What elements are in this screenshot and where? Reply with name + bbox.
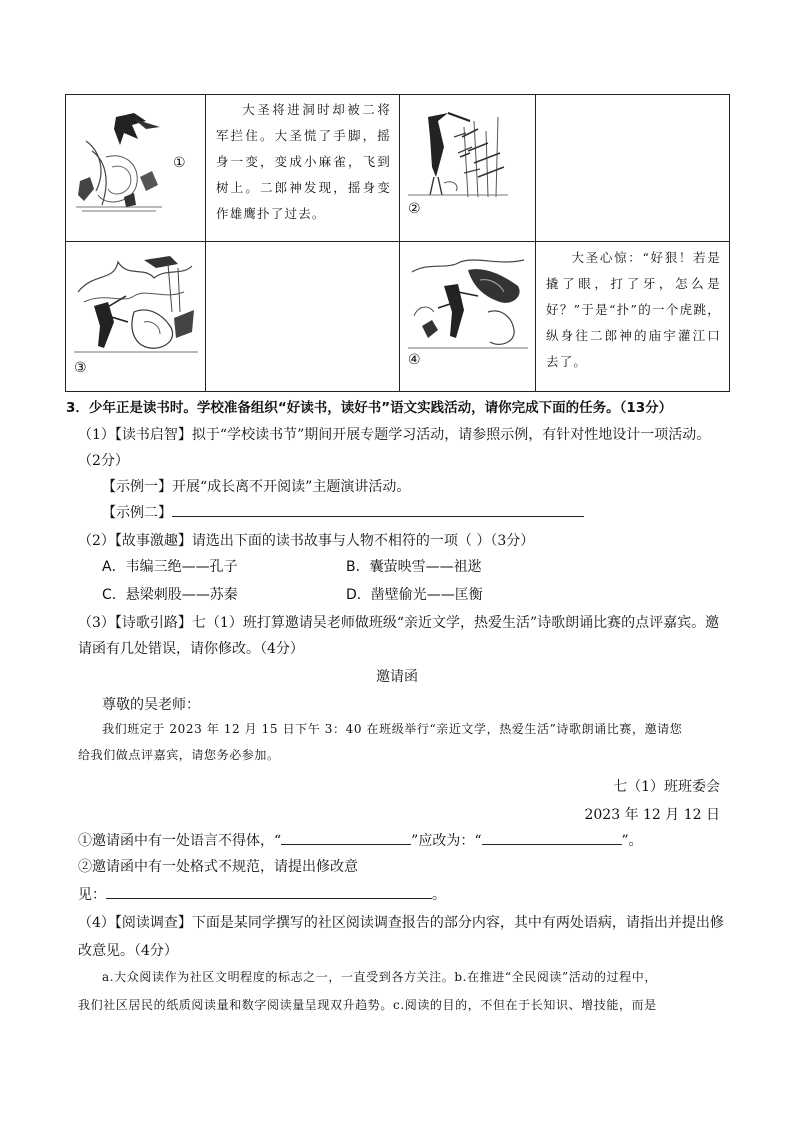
q3-part1-line2: （2分） (78, 453, 129, 469)
comic-empty-cell-2 (206, 242, 400, 392)
answer-1-middle: ”应改为：“ (411, 833, 482, 849)
answer-2-blank[interactable] (106, 884, 432, 899)
example-two-label: 【示例二】 (102, 505, 172, 521)
comic-illustration-monkey-king-leap (408, 256, 528, 352)
answer-2-row (78, 884, 446, 904)
comic-table (65, 94, 730, 392)
caption-text-4: 大圣心惊：“好狠！若是撬了眼，打了牙，怎么是好？”于是“扑”的一个虎跳，纵身往二郎神的庙宇灌江口去了。 (546, 250, 721, 369)
report-text-line2: 我们社区居民的纸质阅读量和数字阅读量呈现双升趋势。c.阅读的目的，不但在于长知识、增技能，而是 (78, 998, 657, 1012)
comic-panel-2 (400, 95, 536, 242)
q3-part4-line2: 改意见。（4分） (78, 943, 178, 959)
report-text-line1: a.大众阅读作为社区文明程度的标志之一，一直受到各方关注。b.在推进“全民阅读”活动的过程中， (102, 970, 657, 984)
comic-illustration-crane-bamboo (408, 107, 508, 199)
q3-part1-line1: （1）【读书启智】拟于“学校读书节”期间开展专题学习活动，请参照示例，有针对性地设计一项活动。 (78, 427, 711, 443)
comic-caption-4 (536, 242, 730, 392)
example-two-answer-blank[interactable] (172, 502, 584, 517)
option-c[interactable]: C．悬梁刺股——苏秦 (102, 587, 238, 603)
comic-panel-4 (400, 242, 536, 392)
answer-1-blank-original[interactable] (281, 830, 411, 845)
panel-number-1: ① (173, 155, 186, 171)
question-3-title: 3．少年正是读书时。学校准备组织“好读书，读好书”语文实践活动，请你完成下面的任务。（13分） (66, 400, 673, 416)
answer-1-suffix: ”。 (621, 833, 643, 849)
q3-part3-line2: 请函有几处错误，请你修改。（4分） (78, 641, 304, 657)
answer-1-prefix: ①邀请函中有一处语言不得体，“ (78, 833, 282, 849)
q3-part3-line1: （3）【诗歌引路】七（1）班打算邀请吴老师做班级“亲近文学，热爱生活”诗歌朗诵比赛的点评嘉宾。邀 (78, 615, 720, 631)
answer-1-blank-revised[interactable] (482, 830, 622, 845)
answer-2-prefix: 见： (78, 887, 106, 903)
q3-part4-line1: （4）【阅读调查】下面是某同学撰写的社区阅读调查报告的部分内容，其中有两处语病，请指出并提出修 (78, 915, 724, 931)
letter-body-line1: 我们班定于 2023 年 12 月 15 日下午 3：40 在班级举行“亲近文学，热爱生活”诗歌朗诵比赛，邀请您 (102, 722, 683, 736)
panel-number-4: ④ (408, 352, 421, 368)
comic-panel-1 (66, 95, 206, 242)
letter-title: 邀请函 (376, 669, 418, 685)
panel-number-3: ③ (74, 360, 87, 376)
option-a[interactable]: A．韦编三绝——孔子 (102, 559, 238, 575)
panel-number-2: ② (408, 201, 421, 217)
example-one: 【示例一】开展“成长离不开阅读”主题演讲活动。 (102, 479, 411, 495)
q3-part2-stem: （2）【故事激趣】请选出下面的读书故事与人物不相符的一项（ ）（3分） (78, 533, 535, 549)
option-d[interactable]: D．凿壁偷光——匡衡 (346, 587, 483, 603)
comic-panel-3 (66, 242, 206, 392)
letter-signature: 七（1）班班委会 (613, 779, 720, 795)
letter-date: 2023 年 12 月 12 日 (584, 807, 720, 823)
answer-1-row (78, 830, 643, 850)
caption-text-1: 大圣将进洞时却被二将军拦住。大圣慌了手脚，摇身一变，变成小麻雀，飞到树上。二郎神发现，摇身变作雄鹰扑了过去。 (216, 102, 391, 221)
comic-empty-cell-1 (536, 95, 730, 242)
option-b[interactable]: B．囊萤映雪——祖逖 (346, 559, 482, 575)
answer-2-line1: ②邀请函中有一处格式不规范，请提出修改意 (78, 859, 358, 875)
letter-salutation: 尊敬的吴老师： (102, 697, 200, 713)
comic-illustration-eagle-sparrow (76, 111, 162, 215)
comic-illustration-warriors-battle (74, 252, 198, 356)
answer-2-suffix: 。 (432, 887, 446, 903)
comic-caption-1 (206, 95, 400, 242)
letter-body-line2: 给我们做点评嘉宾，请您务必参加。 (78, 748, 280, 762)
example-two-row (102, 502, 584, 522)
